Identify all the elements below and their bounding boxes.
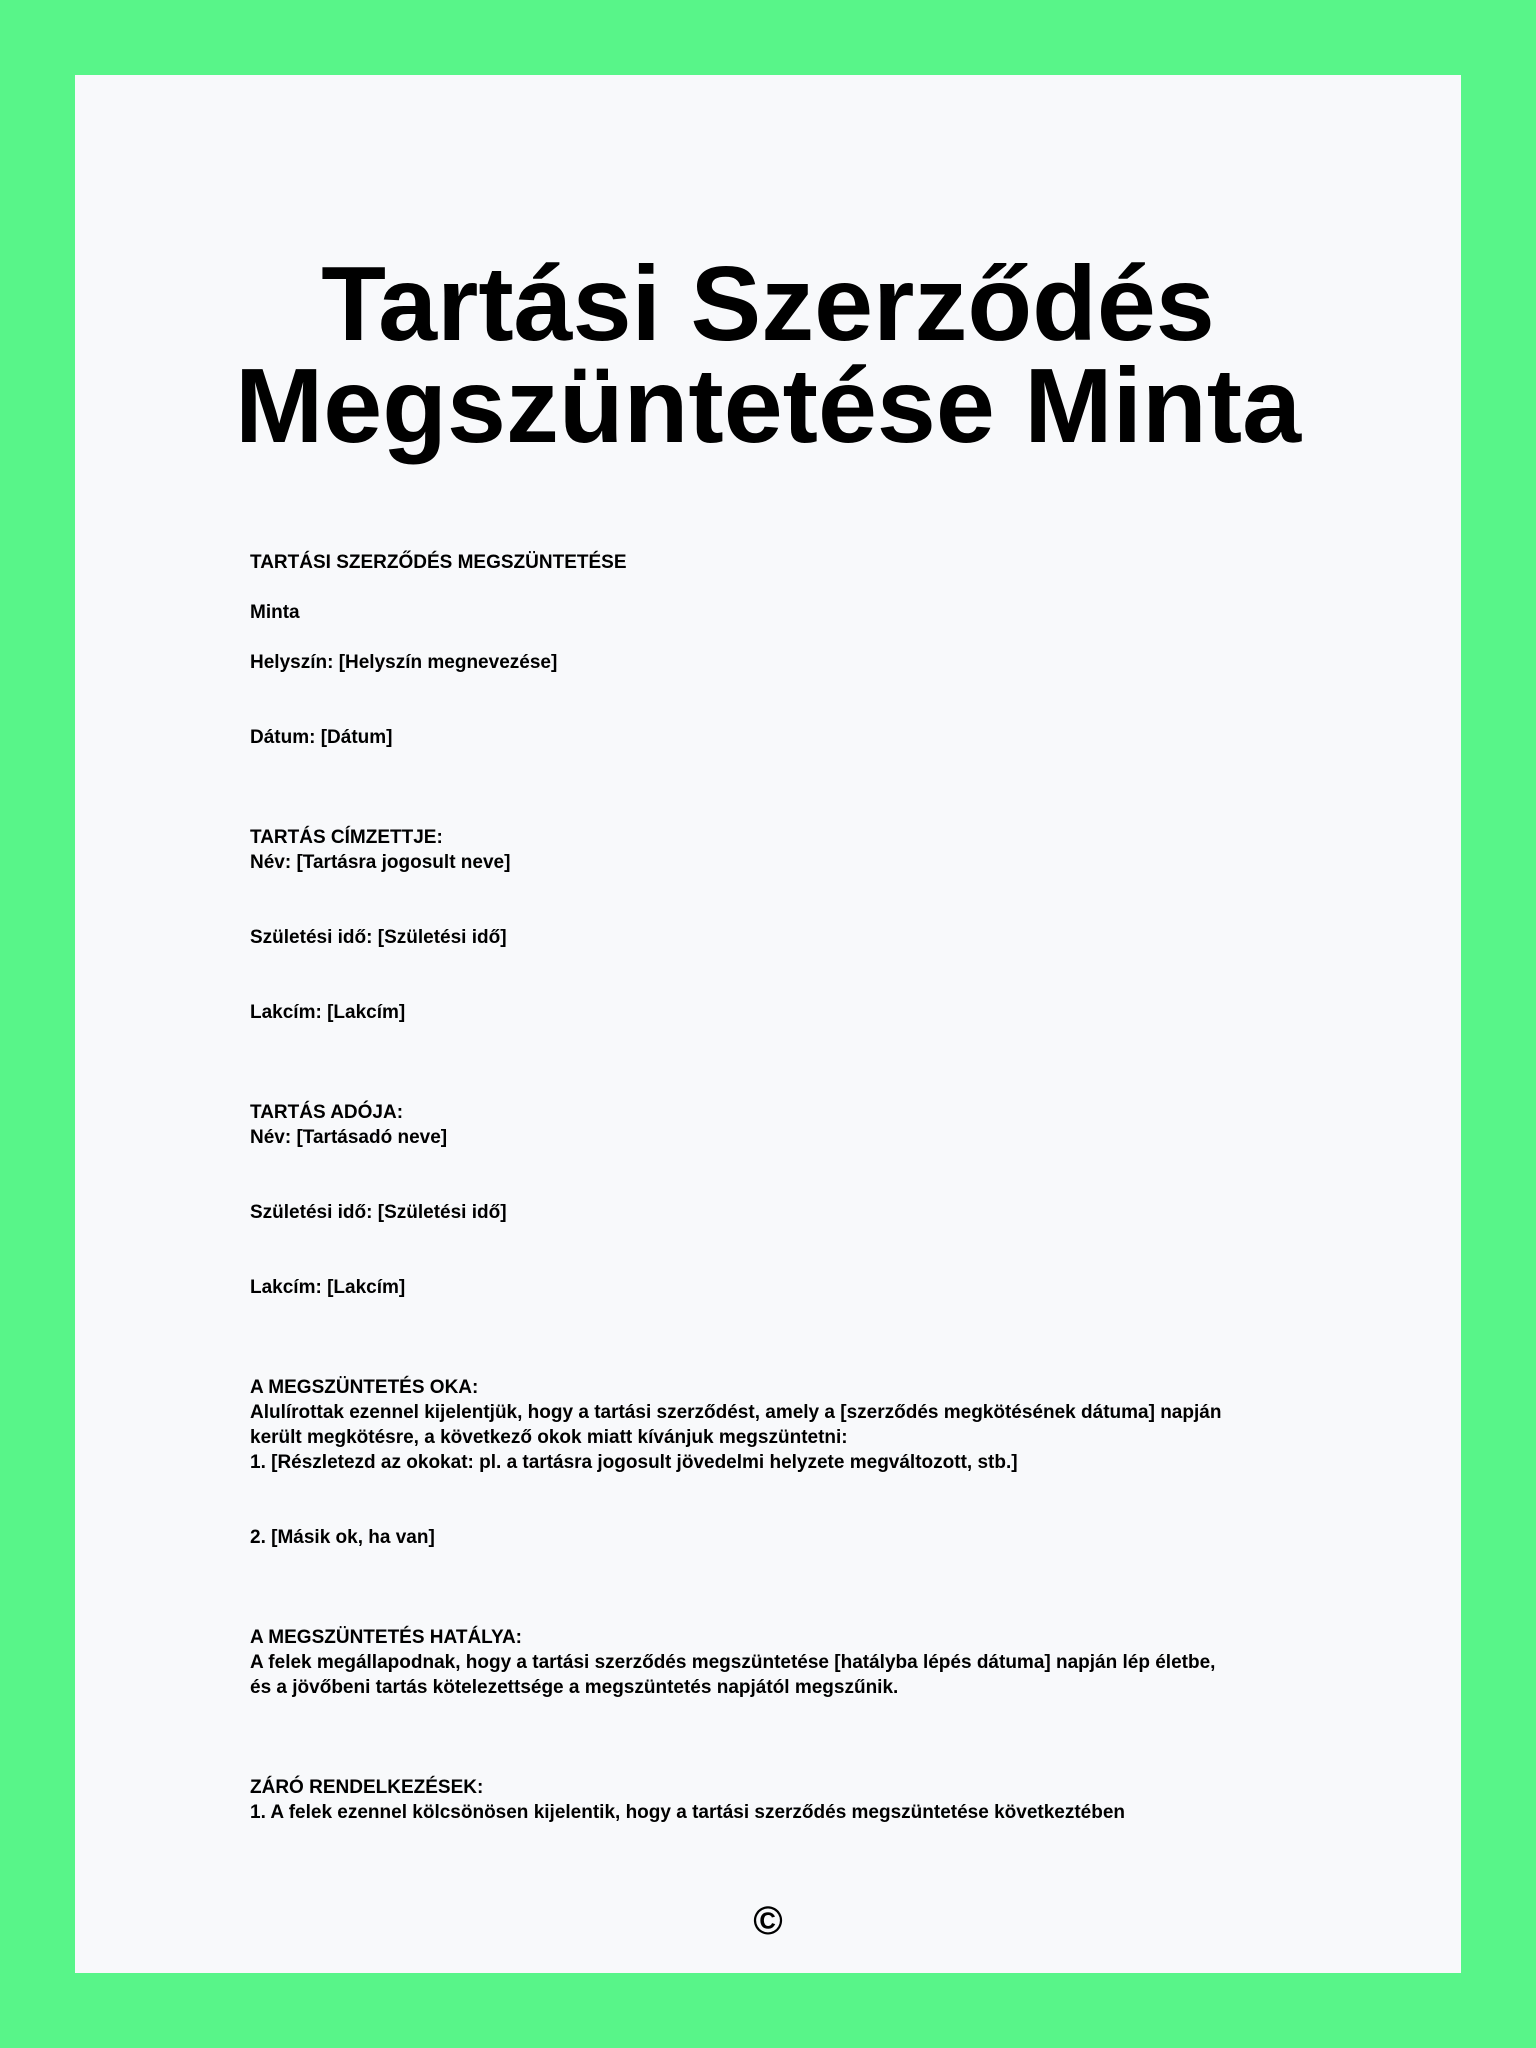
title-line-1: Tartási Szerződés bbox=[321, 245, 1215, 363]
reason-heading: A MEGSZÜNTETÉS OKA: bbox=[250, 1377, 479, 1398]
document-page bbox=[75, 75, 1461, 1973]
effect-heading: A MEGSZÜNTETÉS HATÁLYA: bbox=[250, 1627, 523, 1648]
provider-address: Lakcím: [Lakcím] bbox=[250, 1277, 406, 1298]
provider-heading: TARTÁS ADÓJA: bbox=[250, 1102, 404, 1123]
document-subtitle: Minta bbox=[250, 602, 300, 623]
recipient-name: Név: [Tartásra jogosult neve] bbox=[250, 852, 511, 873]
provider-birth: Születési idő: [Születési idő] bbox=[250, 1202, 507, 1223]
date-field: Dátum: [Dátum] bbox=[250, 727, 393, 748]
reason-text-line-1: Alulírottak ezennel kijelentjük, hogy a tartási szerződést, amely a [szerződés megkötésének dátuma] napján bbox=[250, 1402, 1222, 1423]
recipient-birth: Születési idő: [Születési idő] bbox=[250, 927, 507, 948]
recipient-heading: TARTÁS CÍMZETTJE: bbox=[250, 827, 443, 848]
location-field: Helyszín: [Helyszín megnevezése] bbox=[250, 652, 558, 673]
reason-item-2: 2. [Másik ok, ha van] bbox=[250, 1527, 435, 1548]
document-title bbox=[75, 245, 1461, 465]
reason-item-1: 1. [Részletezd az okokat: pl. a tartásra jogosult jövedelmi helyzete megváltozott, stb.] bbox=[250, 1452, 1018, 1473]
copyright-icon: © bbox=[753, 1899, 783, 1943]
reason-text-line-2: került megkötésre, a következő okok miatt kívánjuk megszüntetni: bbox=[250, 1427, 848, 1448]
document-heading: TARTÁSI SZERZŐDÉS MEGSZÜNTETÉSE bbox=[250, 552, 627, 573]
title-line-2: Megszüntetése Minta bbox=[234, 347, 1302, 465]
effect-text-line-1: A felek megállapodnak, hogy a tartási szerződés megszüntetése [hatályba lépés dátuma] napján lép életbe, bbox=[250, 1652, 1216, 1673]
closing-heading: ZÁRÓ RENDELKEZÉSEK: bbox=[250, 1777, 484, 1798]
effect-text-line-2: és a jövőbeni tartás kötelezettsége a megszüntetés napjától megszűnik. bbox=[250, 1677, 899, 1698]
closing-item-1: 1. A felek ezennel kölcsönösen kijelentik, hogy a tartási szerződés megszüntetése következtében bbox=[250, 1802, 1126, 1823]
provider-name: Név: [Tartásadó neve] bbox=[250, 1127, 448, 1148]
recipient-address: Lakcím: [Lakcím] bbox=[250, 1002, 406, 1023]
